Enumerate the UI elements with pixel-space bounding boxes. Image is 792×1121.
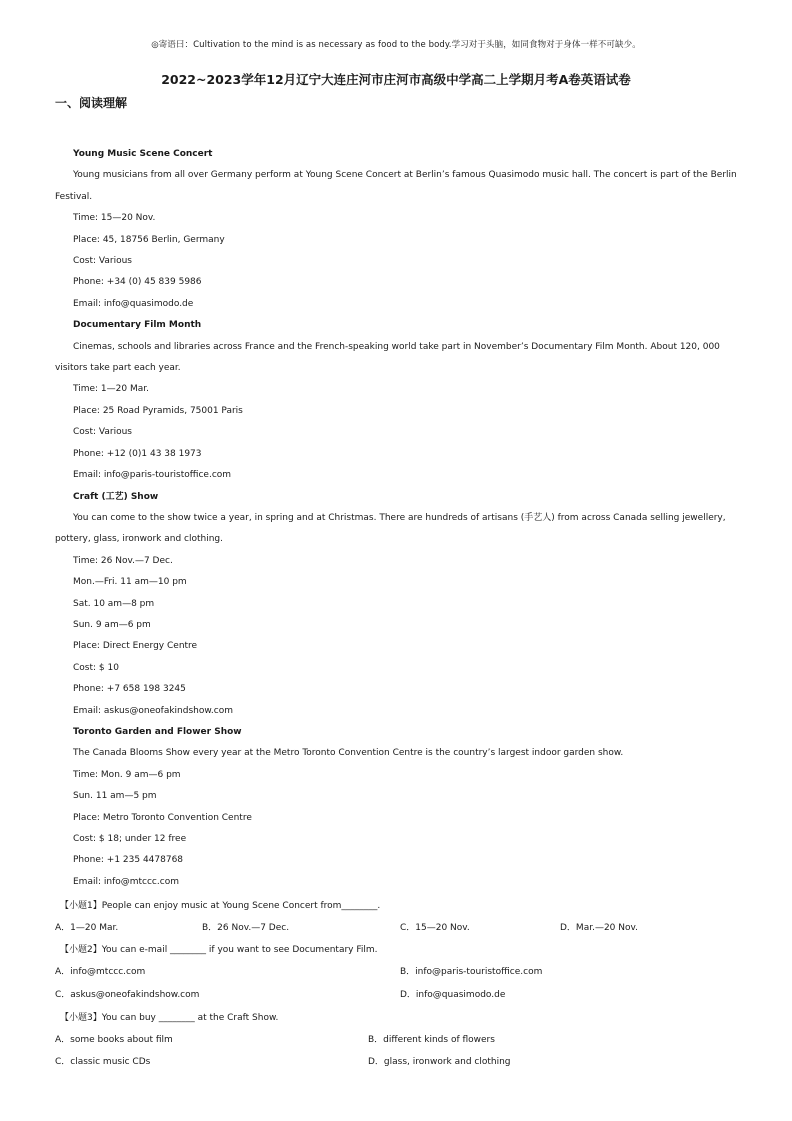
answer-option[interactable]: A．info@mtccc.com	[55, 967, 146, 977]
event-detail: Place: Direct Energy Centre	[73, 641, 198, 652]
event-detail: Email: info@quasimodo.de	[73, 298, 194, 309]
event-detail: Phone: +34 (0) 45 839 5986	[73, 277, 202, 288]
event-detail: Cost: $ 18; under 12 free	[73, 834, 187, 844]
event-description: Young musicians from all over Germany perform at Young Scene Concert at Berlin’s famous Quasimodo music hall. The concert is part of the Berlin Festival.	[55, 170, 737, 202]
reading-passage	[55, 144, 737, 893]
event-description: You can come to the show twice a year, in spring and at Christmas. There are hundreds of artisans (手艺人) from across Canada selling jewellery, pottery, glass, ironwork and clothing.	[55, 512, 726, 545]
event-detail: Cost: $ 10	[73, 662, 119, 673]
event-detail: Sun. 11 am—5 pm	[73, 791, 157, 802]
answer-option[interactable]: C．classic music CDs	[55, 1057, 151, 1067]
answer-option[interactable]: D．glass, ironwork and clothing	[368, 1057, 511, 1067]
event-description: Cinemas, schools and libraries across France and the French-speaking world take part in November’s Documentary Film Month. About 120, 000 visitors take part each year.	[55, 341, 720, 374]
event-detail: Phone: +1 235 4478768	[73, 855, 184, 866]
event-detail: Phone: +7 658 198 3245	[73, 684, 186, 695]
answer-option[interactable]: B．different kinds of flowers	[368, 1035, 495, 1045]
event-detail: Sun. 9 am—6 pm	[73, 619, 151, 630]
answer-option[interactable]: D．info@quasimodo.de	[400, 990, 506, 1000]
event-detail: Time: Mon. 9 am—6 pm	[73, 769, 181, 780]
page-title: 2022~2023学年12月辽宁大连庄河市庄河市高级中学高二上学期月考A卷英语试卷	[161, 72, 631, 87]
event-detail: Phone: +12 (0)1 43 38 1973	[73, 448, 202, 459]
question-stem: 【小题2】You can e-mail ________ if you want to see Documentary Film.	[60, 945, 378, 955]
question-stem: 【小题1】People can enjoy music at Young Scene Concert from________.	[60, 901, 381, 911]
answer-option[interactable]: B．26 Nov.—7 Dec.	[202, 923, 290, 933]
answer-option[interactable]: A．1—20 Mar.	[55, 923, 119, 933]
event-detail: Place: Metro Toronto Convention Centre	[73, 812, 252, 823]
event-detail: Email: askus@oneofakindshow.com	[73, 705, 233, 716]
event-detail: Time: 1—20 Mar.	[73, 384, 149, 395]
answer-option[interactable]: A．some books about film	[55, 1035, 173, 1045]
event-detail: Time: 15—20 Nov.	[73, 213, 156, 224]
answer-option[interactable]: C．15—20 Nov.	[400, 923, 470, 933]
event-title: Young Music Scene Concert	[73, 149, 213, 159]
question-stem: 【小题3】You can buy ________ at the Craft Show.	[60, 1013, 279, 1023]
answer-option[interactable]: D．Mar.—20 Nov.	[560, 923, 638, 933]
event-detail: Place: 25 Road Pyramids, 75001 Paris	[73, 405, 243, 416]
event-title: Toronto Garden and Flower Show	[73, 726, 242, 737]
event-detail: Time: 26 Nov.—7 Dec.	[73, 555, 173, 566]
event-detail: Cost: Various	[73, 256, 132, 267]
event-detail: Email: info@paris-touristoffice.com	[73, 470, 232, 481]
section-heading: 一、阅读理解	[55, 96, 128, 110]
event-detail: Cost: Various	[73, 427, 132, 438]
event-detail: Place: 45, 18756 Berlin, Germany	[73, 234, 225, 245]
event-title: Documentary Film Month	[73, 320, 202, 331]
event-detail: Mon.—Fri. 11 am—10 pm	[73, 577, 187, 588]
event-detail: Sat. 10 am—8 pm	[73, 598, 155, 609]
event-description: The Canada Blooms Show every year at the Metro Toronto Convention Centre is the country’s largest indoor garden show.	[73, 748, 624, 759]
event-title: Craft (工艺) Show	[73, 491, 159, 502]
answer-option[interactable]: B．info@paris-touristoffice.com	[400, 967, 543, 977]
event-detail: Email: info@mtccc.com	[73, 876, 179, 887]
answer-option[interactable]: C．askus@oneofakindshow.com	[55, 990, 200, 1000]
header-motto: ◎寄语曰：Cultivation to the mind is as necessary as food to the body.学习对于头脑，如同食物对于身体一样不可缺少。	[151, 40, 641, 50]
